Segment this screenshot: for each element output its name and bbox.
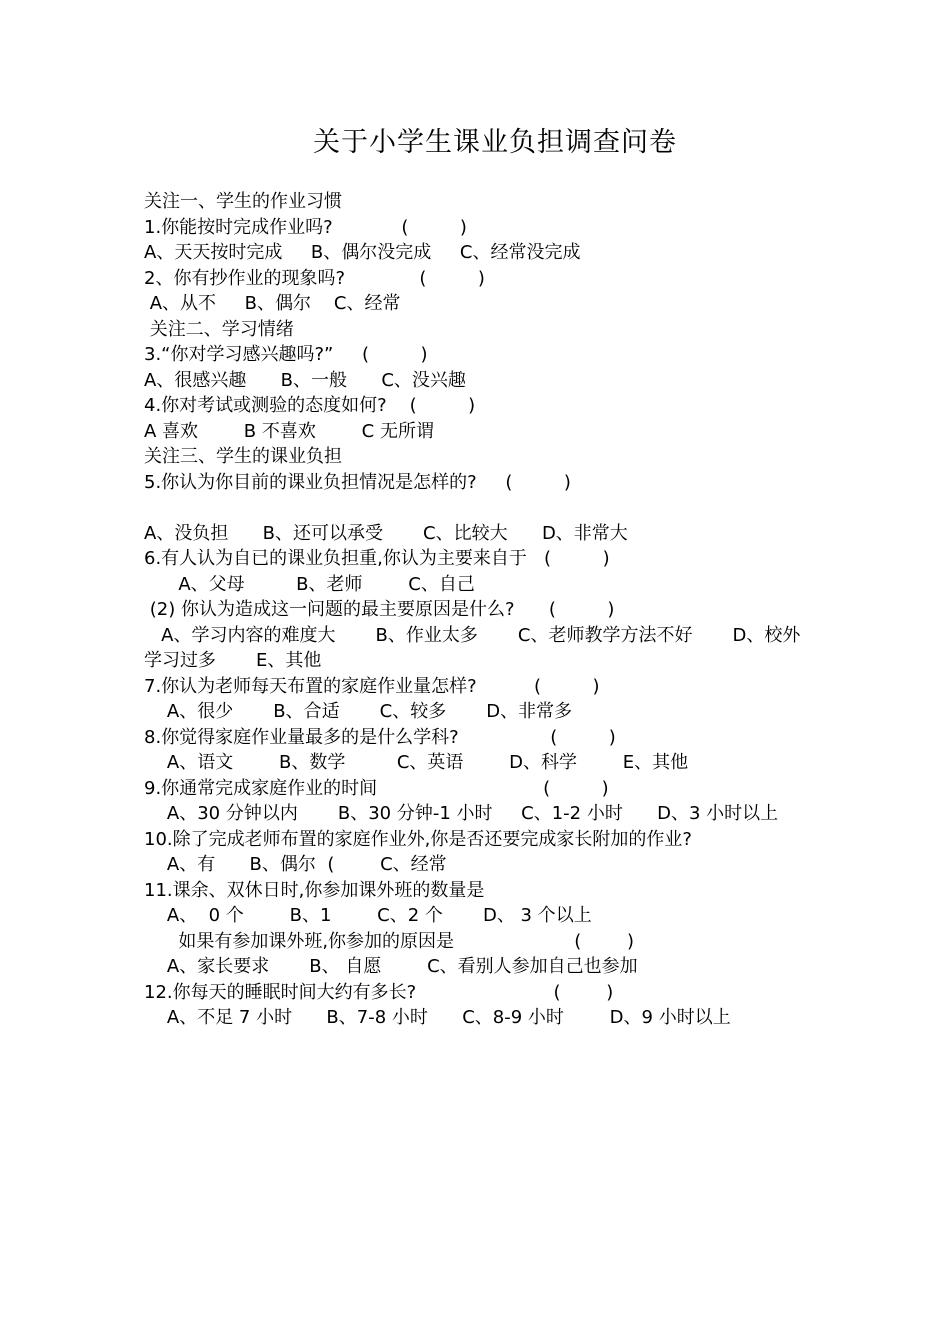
question-11: 11.课余、双休日时,你参加课外班的数量是 bbox=[144, 879, 485, 901]
question-9: 9.你通常完成家庭作业的时间 ( ) bbox=[144, 777, 609, 799]
section-heading-2: 关注二、学习情绪 bbox=[144, 318, 294, 340]
question-5-options: A、没负担 B、还可以承受 C、比较大 D、非常大 bbox=[144, 522, 628, 544]
question-4: 4.你对考试或测验的态度如何? ( ) bbox=[144, 395, 476, 416]
question-12: 12.你每天的睡眠时间大约有多长? ( ) bbox=[144, 981, 614, 1003]
question-7: 7.你认为老师每天布置的家庭作业量怎样? ( ) bbox=[144, 675, 600, 697]
question-12-options: A、不足 7 小时 B、7-8 小时 C、8-9 小时 D、9 小时以上 bbox=[144, 1007, 731, 1028]
section-heading-3: 关注三、学生的课业负担 bbox=[144, 446, 342, 467]
question-10: 10.除了完成老师布置的家庭作业外,你是否还要完成家长附加的作业? bbox=[144, 828, 692, 850]
question-6-sub: (2) 你认为造成这一问题的最主要原因是什么? ( ) bbox=[144, 599, 615, 620]
question-6-sub-options-cont: 学习过多 E、其他 bbox=[144, 650, 322, 671]
question-11-options: A、 0 个 B、1 C、2 个 D、 3 个以上 bbox=[144, 905, 592, 926]
question-1: 1.你能按时完成作业吗? ( ) bbox=[144, 216, 467, 238]
question-9-options: A、30 分钟以内 B、30 分钟-1 小时 C、1-2 小时 D、3 小时以上 bbox=[144, 803, 779, 824]
question-7-options: A、很少 B、合适 C、较多 D、非常多 bbox=[144, 701, 573, 722]
question-2: 2、你有抄作业的现象吗? ( ) bbox=[144, 267, 485, 289]
page-title: 关于小学生课业负担调查问卷 bbox=[313, 127, 677, 158]
question-6: 6.有人认为自已的课业负担重,你认为主要来自于 ( ) bbox=[144, 548, 610, 569]
section-heading-1: 关注一、学生的作业习惯 bbox=[144, 191, 342, 212]
question-3: 3.“你对学习感兴趣吗?” ( ) bbox=[144, 344, 428, 365]
question-11-sub: 如果有参加课外班,你参加的原因是 ( ) bbox=[144, 930, 635, 952]
questionnaire-body bbox=[144, 189, 844, 1031]
question-3-options: A、很感兴趣 B、一般 C、没兴趣 bbox=[144, 369, 466, 391]
question-8: 8.你觉得家庭作业量最多的是什么学科? ( ) bbox=[144, 726, 616, 748]
question-1-options: A、天天按时完成 B、偶尔没完成 C、经常没完成 bbox=[144, 242, 581, 263]
question-4-options: A 喜欢 B 不喜欢 C 无所谓 bbox=[144, 420, 434, 442]
question-5: 5.你认为你目前的课业负担情况是怎样的? ( ) bbox=[144, 471, 571, 493]
question-6-sub-options: A、学习内容的难度大 B、作业太多 C、老师教学方法不好 D、校外 bbox=[144, 624, 801, 646]
question-10-options: A、有 B、偶尔 ( C、经常 bbox=[144, 854, 447, 875]
question-11-sub-options: A、家长要求 B、 自愿 C、看别人参加自己也参加 bbox=[144, 956, 638, 977]
question-6-options: A、父母 B、老师 C、自己 bbox=[144, 573, 475, 595]
blank-line bbox=[144, 495, 844, 521]
question-8-options: A、语文 B、数学 C、英语 D、科学 E、其他 bbox=[144, 752, 689, 773]
question-2-options: A、从不 B、偶尔 C、经常 bbox=[144, 293, 401, 314]
